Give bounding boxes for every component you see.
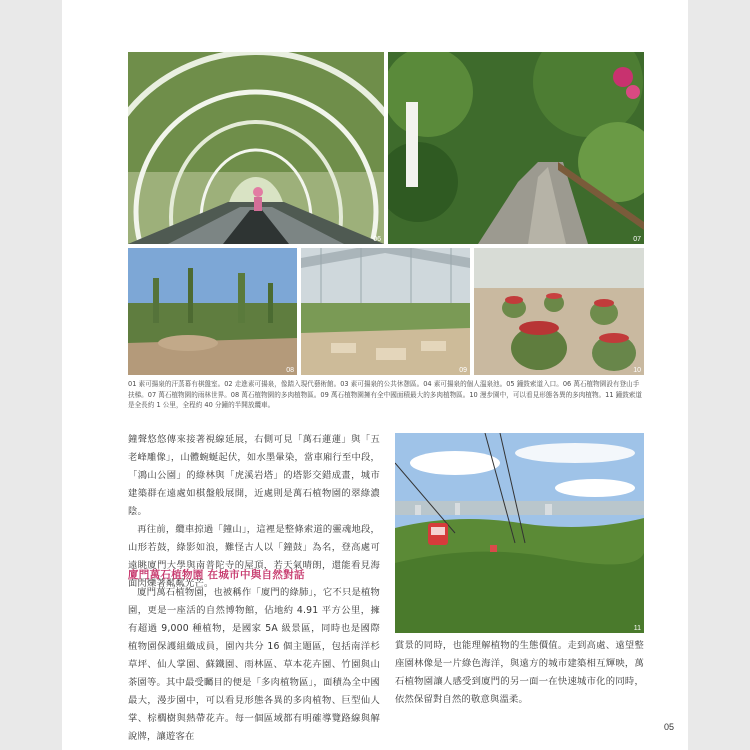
photo-desert-plants: [128, 248, 297, 375]
photo-succulent-greenhouse: [301, 248, 470, 375]
paragraph-1-text: 鐘聲悠悠傳來接著視線延展，右側可見「萬石蓮蓮」與「五老峰雕像」，山體蜿蜒起伏，如水墨暈染，當車廂行至中段，「鴻山公園」的綠林與「虎溪岩塔」的塔影交錯成畫，城市建築群在遠處如棋盤般展開，近處則是萬石植物園的翠綠濃陰。: [128, 434, 380, 517]
photo-number: 10: [633, 367, 641, 374]
photo-number: 08: [286, 367, 294, 374]
photo-number: 07: [633, 236, 641, 243]
photo-number: 06: [373, 236, 381, 243]
paragraph-2-text: 再往前，纜車掠過「鐘山」，這裡是整條索道的靈魂地段，山形若鼓，綠影如浪，難怪古人以「鐘鼓」為名，登高處可遠眺廈門大學與南普陀寺的屋頂，若天氣晴朗，還能看見海面閃爍著粼粼光芒。: [128, 524, 380, 589]
photo-number: 11: [633, 625, 641, 632]
photo-cable-car: [395, 433, 644, 633]
photo-number: 09: [459, 367, 467, 374]
photo-escalator-arch: [128, 52, 384, 244]
paragraph-4: 賞景的同時，也能理解植物的生態價值。走到高處、遠望整座園林像是一片綠色海洋，與遠方的城市建築相互輝映，萬石植物園讓人感受到廈門的另一面一在快速城市化的同時，依然保留對自然的敬意與溫柔。: [395, 640, 644, 705]
paragraph-3: 廈門萬石植物園，也被稱作「廈門的綠肺」，它不只是植物園，更是一座活的自然博物館，佔地約 4.91 平方公里，擁有超過 9,000 種植物，是國家 5A 級景區，同時也是國際植物園保護組織成員，園內共分 16 個主題區，包括南洋杉草坪、仙人掌園、蘇鐵園、雨林區、草本花卉園、竹園與山茶園等。其中最受矚目的便是「多肉植物區」，面積為全中國最大，漫步園中，可以看見形態各異的多肉植物、巨型仙人掌、棕櫚樹與熱帶花卉。每一個區域都有明確導覽路線與解說牌，讓遊客在: [128, 587, 380, 742]
page-number: 05: [664, 722, 675, 732]
section-heading: 廈門萬石植物園 在城市中與自然對話: [128, 569, 305, 581]
photo-caption: 01 素可揚泉的汗蒸幕有棋盤室。02 走進素可揚泉，像踏入現代藝術館。03 素可揚泉的公共休憩區。04 素可揚泉的個人溫泉池。05 鐘鼓索道入口。06 萬石植物園設有登山手扶梯。07 萬石植物園的雨林世界。08 萬石植物園的多肉植物區。09 萬石植物園擁有全中國面積最大的多肉植物區。10 漫步園中，可以看見形態各異的多肉植物。11 鐘鼓索道是全長約 1 公里，全程約 40 分鐘的半開放纜車。: [128, 380, 642, 409]
photo-barrel-cactus: [474, 248, 644, 375]
photo-garden-walkway: [388, 52, 644, 244]
